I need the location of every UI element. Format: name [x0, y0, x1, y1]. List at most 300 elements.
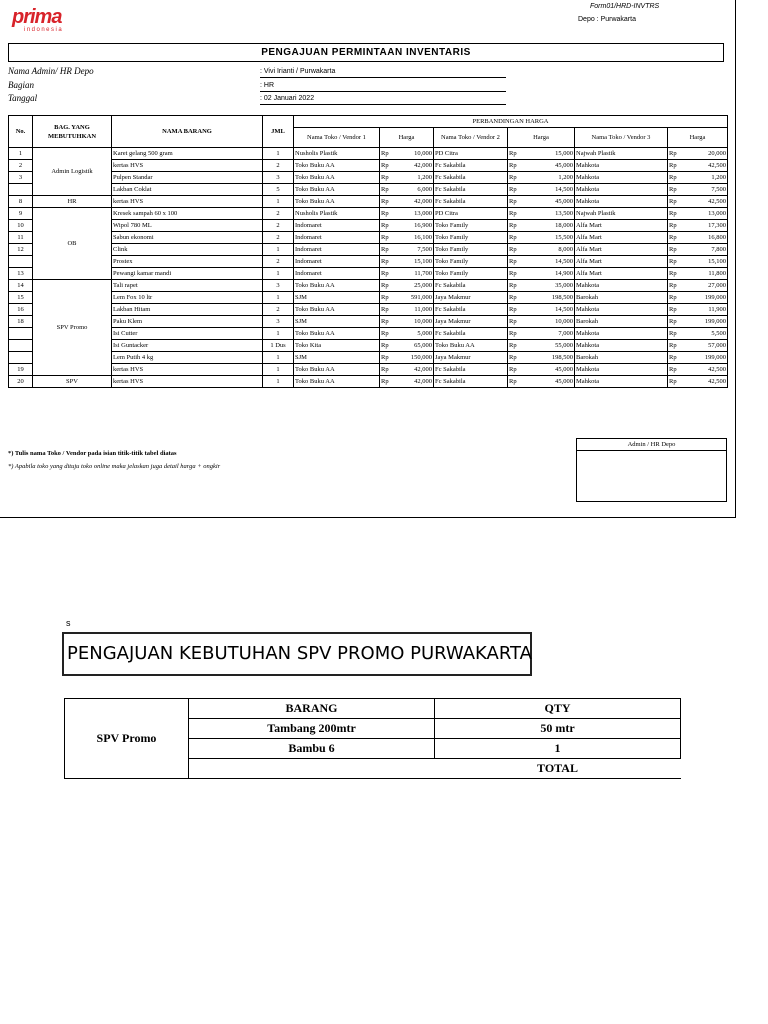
page-title: PENGAJUAN PERMINTAAN INVENTARIS	[8, 43, 724, 62]
table-row	[9, 364, 728, 376]
row-currency-3: Rp	[668, 376, 683, 388]
row-vendor-2: Fc Sakabila	[434, 280, 508, 292]
row-price-2: 198,500	[523, 352, 575, 364]
row-currency-2: Rp	[508, 352, 523, 364]
row-vendor-2: Toko Buku AA	[434, 340, 508, 352]
row-vendor-2: Fc Sakabila	[434, 364, 508, 376]
row-price-2: 35,000	[523, 280, 575, 292]
row-vendor-1: Toko Buku AA	[294, 184, 380, 196]
row-vendor-1: Toko Buku AA	[294, 160, 380, 172]
form-code: Form01/HRD-INVTRS	[590, 3, 660, 10]
row-price-3: 199,000	[683, 292, 728, 304]
row-vendor-3: Mahkota	[575, 304, 668, 316]
row-item: Pewangi kamar mandi	[112, 268, 263, 280]
row-currency-3: Rp	[668, 184, 683, 196]
row-qty: 2	[263, 304, 294, 316]
row-item: kertas HVS	[112, 196, 263, 208]
section-mark: s	[66, 618, 71, 628]
row-vendor-2: Toko Family	[434, 232, 508, 244]
signature-box	[576, 438, 727, 502]
row-item: Clink	[112, 244, 263, 256]
row-vendor-1: Toko Buku AA	[294, 364, 380, 376]
row-vendor-2: Toko Family	[434, 256, 508, 268]
row-currency-1: Rp	[380, 232, 395, 244]
row-price-1: 7,500	[395, 244, 434, 256]
row-vendor-3: Mahkota	[575, 196, 668, 208]
table-row	[9, 196, 728, 208]
row-price-1: 65,000	[395, 340, 434, 352]
row-price-3: 7,800	[683, 244, 728, 256]
signature-title: Admin / HR Depo	[577, 439, 726, 451]
row-price-3: 57,000	[683, 340, 728, 352]
row-item: Isi Cutter	[112, 328, 263, 340]
row-qty: 2	[263, 160, 294, 172]
table-row	[9, 352, 728, 364]
row-vendor-2: Toko Family	[434, 244, 508, 256]
row-vendor-2: Fc Sakabila	[434, 304, 508, 316]
row-price-3: 11,900	[683, 304, 728, 316]
company-logo-sub: indonesia	[24, 27, 64, 33]
row-qty: 1	[263, 364, 294, 376]
table-row	[9, 340, 728, 352]
row-price-2: 7,000	[523, 328, 575, 340]
spv-qty-1: 50 mtr	[435, 719, 681, 739]
row-vendor-3: Najwah Plastik	[575, 148, 668, 160]
spv-qty-2: 1	[435, 739, 681, 759]
row-vendor-3: Alfa Mart	[575, 220, 668, 232]
row-vendor-2: Toko Family	[434, 268, 508, 280]
row-vendor-3: Mahkota	[575, 364, 668, 376]
row-currency-1: Rp	[380, 244, 395, 256]
header-harga3: Harga	[668, 128, 728, 148]
table-row	[9, 160, 728, 172]
row-item: Prostex	[112, 256, 263, 268]
table-row	[9, 184, 728, 196]
row-currency-2: Rp	[508, 340, 523, 352]
spv-title: PENGAJUAN KEBUTUHAN SPV PROMO PURWAKARTA	[62, 632, 532, 676]
row-price-1: 6,000	[395, 184, 434, 196]
row-item: Isi Guntacker	[112, 340, 263, 352]
row-price-1: 150,000	[395, 352, 434, 364]
row-currency-1: Rp	[380, 220, 395, 232]
spv-barang-1: Tambang 200mtr	[189, 719, 435, 739]
row-vendor-1: Indomaret	[294, 232, 380, 244]
row-price-2: 45,000	[523, 196, 575, 208]
row-currency-1: Rp	[380, 160, 395, 172]
row-qty: 1	[263, 352, 294, 364]
row-vendor-3: Mahkota	[575, 172, 668, 184]
table-row	[9, 268, 728, 280]
header-vendor3: Nama Toko / Vendor 3	[575, 128, 668, 148]
row-no: 16	[9, 304, 33, 316]
row-qty: 1	[263, 268, 294, 280]
row-no: 11	[9, 232, 33, 244]
row-item: Lem Putih 4 kg	[112, 352, 263, 364]
spv-col-barang: BARANG	[189, 699, 435, 719]
row-price-3: 42,500	[683, 160, 728, 172]
table-row	[9, 304, 728, 316]
row-no	[9, 340, 33, 352]
row-price-2: 14,500	[523, 304, 575, 316]
row-currency-2: Rp	[508, 268, 523, 280]
row-price-1: 42,000	[395, 196, 434, 208]
row-currency-1: Rp	[380, 196, 395, 208]
row-currency-3: Rp	[668, 232, 683, 244]
row-item: Karet gelang 500 gram	[112, 148, 263, 160]
table-row	[9, 316, 728, 328]
row-department: SPV Promo	[33, 280, 112, 376]
row-item: kertas HVS	[112, 376, 263, 388]
row-vendor-1: Indomaret	[294, 256, 380, 268]
row-vendor-1: Indomaret	[294, 220, 380, 232]
row-price-2: 14,500	[523, 184, 575, 196]
row-qty: 3	[263, 316, 294, 328]
row-price-1: 42,000	[395, 364, 434, 376]
row-currency-3: Rp	[668, 172, 683, 184]
row-price-2: 45,000	[523, 160, 575, 172]
row-item: Wipol 780 ML	[112, 220, 263, 232]
row-item: kertas HVS	[112, 364, 263, 376]
row-currency-1: Rp	[380, 316, 395, 328]
row-currency-1: Rp	[380, 304, 395, 316]
row-vendor-1: SJM	[294, 292, 380, 304]
row-price-2: 198,500	[523, 292, 575, 304]
row-item: Kresek sampah 60 x 100	[112, 208, 263, 220]
row-vendor-1: Nusholis Plastik	[294, 148, 380, 160]
tanggal-label: Tanggal	[8, 93, 38, 103]
row-price-3: 42,500	[683, 196, 728, 208]
row-price-3: 11,800	[683, 268, 728, 280]
company-logo: prima	[12, 6, 62, 28]
spv-dept: SPV Promo	[65, 699, 189, 779]
spv-total: TOTAL	[435, 759, 681, 779]
row-vendor-3: Barokah	[575, 292, 668, 304]
row-price-1: 16,100	[395, 232, 434, 244]
table-row	[9, 292, 728, 304]
row-vendor-3: Alfa Mart	[575, 232, 668, 244]
row-qty: 1	[263, 328, 294, 340]
row-price-3: 15,100	[683, 256, 728, 268]
row-vendor-3: Mahkota	[575, 160, 668, 172]
row-price-2: 13,500	[523, 208, 575, 220]
row-price-1: 1,200	[395, 172, 434, 184]
row-currency-2: Rp	[508, 304, 523, 316]
row-qty: 1	[263, 148, 294, 160]
row-currency-1: Rp	[380, 184, 395, 196]
row-no: 18	[9, 316, 33, 328]
row-price-1: 42,000	[395, 376, 434, 388]
header-harga1: Harga	[380, 128, 434, 148]
row-price-1: 25,000	[395, 280, 434, 292]
table-row	[9, 172, 728, 184]
row-department: HR	[33, 196, 112, 208]
row-qty: 2	[263, 232, 294, 244]
row-currency-1: Rp	[380, 280, 395, 292]
row-qty: 2	[263, 220, 294, 232]
row-currency-3: Rp	[668, 196, 683, 208]
spv-col-qty: QTY	[435, 699, 681, 719]
row-vendor-3: Barokah	[575, 352, 668, 364]
row-currency-2: Rp	[508, 220, 523, 232]
row-price-3: 17,300	[683, 220, 728, 232]
row-vendor-1: SJM	[294, 352, 380, 364]
spv-table	[64, 698, 681, 779]
row-no: 9	[9, 208, 33, 220]
table-row	[9, 208, 728, 220]
row-no	[9, 328, 33, 340]
row-item: Lakban Hitam	[112, 304, 263, 316]
row-currency-1: Rp	[380, 352, 395, 364]
row-no: 1	[9, 148, 33, 160]
row-vendor-3: Barokah	[575, 316, 668, 328]
row-no: 14	[9, 280, 33, 292]
row-vendor-2: Fc Sakabila	[434, 172, 508, 184]
row-item: Paku Klem	[112, 316, 263, 328]
row-currency-2: Rp	[508, 208, 523, 220]
row-no: 8	[9, 196, 33, 208]
row-vendor-3: Mahkota	[575, 328, 668, 340]
row-department: OB	[33, 208, 112, 280]
row-price-1: 10,000	[395, 148, 434, 160]
depo-label: Depo : Purwakarta	[578, 16, 636, 23]
admin-value: : Vivi Irianti / Purwakarta	[260, 66, 506, 78]
row-price-2: 55,000	[523, 340, 575, 352]
row-currency-2: Rp	[508, 184, 523, 196]
row-vendor-2: PD Citra	[434, 208, 508, 220]
row-department: Admin Logistik	[33, 148, 112, 196]
row-currency-3: Rp	[668, 208, 683, 220]
row-price-3: 27,000	[683, 280, 728, 292]
row-vendor-3: Mahkota	[575, 376, 668, 388]
row-currency-2: Rp	[508, 316, 523, 328]
row-qty: 1	[263, 376, 294, 388]
row-no	[9, 184, 33, 196]
row-vendor-1: Toko Buku AA	[294, 328, 380, 340]
row-currency-3: Rp	[668, 292, 683, 304]
row-currency-2: Rp	[508, 172, 523, 184]
note-online: *) Apabila toko yang dituju toko online maka jelaskan juga detail harga + ongkir	[8, 463, 221, 470]
row-currency-2: Rp	[508, 244, 523, 256]
row-vendor-2: Jaya Makmur	[434, 292, 508, 304]
row-currency-2: Rp	[508, 364, 523, 376]
row-vendor-1: Toko Buku AA	[294, 280, 380, 292]
row-vendor-1: Toko Buku AA	[294, 172, 380, 184]
row-price-2: 45,000	[523, 376, 575, 388]
row-item: kertas HVS	[112, 160, 263, 172]
row-price-2: 10,000	[523, 316, 575, 328]
row-price-2: 8,000	[523, 244, 575, 256]
row-vendor-3: Alfa Mart	[575, 268, 668, 280]
row-price-1: 11,000	[395, 304, 434, 316]
header-vendor1: Nama Toko / Vendor 1	[294, 128, 380, 148]
row-currency-2: Rp	[508, 196, 523, 208]
row-no: 10	[9, 220, 33, 232]
table-row	[9, 148, 728, 160]
row-currency-1: Rp	[380, 364, 395, 376]
row-currency-2: Rp	[508, 328, 523, 340]
row-price-1: 16,900	[395, 220, 434, 232]
row-price-1: 591,000	[395, 292, 434, 304]
row-price-2: 45,000	[523, 364, 575, 376]
row-vendor-1: Toko Buku AA	[294, 376, 380, 388]
row-vendor-1: Indomaret	[294, 268, 380, 280]
header-nama: NAMA BARANG	[112, 116, 263, 148]
row-price-2: 18,000	[523, 220, 575, 232]
row-vendor-1: Nusholis Plastik	[294, 208, 380, 220]
row-currency-1: Rp	[380, 208, 395, 220]
row-no: 20	[9, 376, 33, 388]
row-currency-2: Rp	[508, 376, 523, 388]
row-vendor-2: Fc Sakabila	[434, 160, 508, 172]
row-currency-1: Rp	[380, 148, 395, 160]
row-currency-3: Rp	[668, 304, 683, 316]
row-price-3: 20,000	[683, 148, 728, 160]
row-vendor-1: Indomaret	[294, 244, 380, 256]
table-row	[9, 244, 728, 256]
row-price-1: 13,000	[395, 208, 434, 220]
row-qty: 3	[263, 280, 294, 292]
row-currency-3: Rp	[668, 160, 683, 172]
table-row	[9, 328, 728, 340]
row-price-3: 7,500	[683, 184, 728, 196]
row-vendor-2: Fc Sakabila	[434, 328, 508, 340]
row-currency-3: Rp	[668, 244, 683, 256]
row-item: Tali rapet	[112, 280, 263, 292]
row-currency-3: Rp	[668, 220, 683, 232]
row-vendor-1: SJM	[294, 316, 380, 328]
row-vendor-1: Toko Buku AA	[294, 196, 380, 208]
row-vendor-2: Toko Family	[434, 220, 508, 232]
inventory-table	[8, 115, 728, 388]
row-price-2: 15,500	[523, 232, 575, 244]
row-item: Lem Fox 10 ltr	[112, 292, 263, 304]
row-item: Lakban Coklat	[112, 184, 263, 196]
row-price-1: 15,100	[395, 256, 434, 268]
row-currency-1: Rp	[380, 292, 395, 304]
row-vendor-2: Jaya Makmur	[434, 352, 508, 364]
row-price-3: 42,500	[683, 364, 728, 376]
row-no: 13	[9, 268, 33, 280]
header-vendor2: Nama Toko / Vendor 2	[434, 128, 508, 148]
row-qty: 1 Dus	[263, 340, 294, 352]
row-currency-3: Rp	[668, 316, 683, 328]
row-currency-3: Rp	[668, 328, 683, 340]
row-vendor-3: Mahkota	[575, 184, 668, 196]
row-price-2: 15,000	[523, 148, 575, 160]
header-bag: BAG. YANG MEBUTUHKAN	[33, 116, 112, 148]
row-price-3: 199,000	[683, 352, 728, 364]
row-no: 3	[9, 172, 33, 184]
row-qty: 2	[263, 208, 294, 220]
row-no	[9, 352, 33, 364]
row-no: 2	[9, 160, 33, 172]
row-no: 12	[9, 244, 33, 256]
row-vendor-2: Fc Sakabila	[434, 196, 508, 208]
row-item: Pulpen Standar	[112, 172, 263, 184]
row-currency-2: Rp	[508, 232, 523, 244]
bagian-label: Bagian	[8, 80, 34, 90]
row-qty: 1	[263, 244, 294, 256]
row-price-2: 14,900	[523, 268, 575, 280]
row-vendor-2: Jaya Makmur	[434, 316, 508, 328]
row-currency-2: Rp	[508, 256, 523, 268]
row-currency-1: Rp	[380, 256, 395, 268]
tanggal-value: : 02 Januari 2022	[260, 93, 506, 105]
row-price-3: 199,000	[683, 316, 728, 328]
header-jml: JML	[263, 116, 294, 148]
row-no: 15	[9, 292, 33, 304]
row-currency-1: Rp	[380, 376, 395, 388]
row-currency-2: Rp	[508, 292, 523, 304]
table-row	[9, 376, 728, 388]
row-currency-2: Rp	[508, 148, 523, 160]
row-vendor-3: Alfa Mart	[575, 244, 668, 256]
row-vendor-3: Mahkota	[575, 340, 668, 352]
row-qty: 5	[263, 184, 294, 196]
row-qty: 1	[263, 196, 294, 208]
row-price-1: 11,700	[395, 268, 434, 280]
row-currency-3: Rp	[668, 352, 683, 364]
row-price-2: 14,500	[523, 256, 575, 268]
row-price-2: 1,200	[523, 172, 575, 184]
row-department: SPV	[33, 376, 112, 388]
admin-label: Nama Admin/ HR Depo	[8, 66, 94, 76]
row-currency-3: Rp	[668, 340, 683, 352]
row-no	[9, 256, 33, 268]
note-vendor: *) Tulis nama Toko / Vendor pada isian titik-titik tabel diatas	[8, 450, 177, 457]
row-currency-3: Rp	[668, 148, 683, 160]
spv-barang-2: Bambu 6	[189, 739, 435, 759]
row-price-3: 5,500	[683, 328, 728, 340]
row-price-1: 5,000	[395, 328, 434, 340]
row-vendor-2: Fc Sakabila	[434, 184, 508, 196]
row-qty: 3	[263, 172, 294, 184]
row-vendor-3: Mahkota	[575, 280, 668, 292]
row-price-3: 42,500	[683, 376, 728, 388]
row-vendor-3: Alfa Mart	[575, 256, 668, 268]
header-harga2: Harga	[508, 128, 575, 148]
row-price-3: 13,000	[683, 208, 728, 220]
table-row	[9, 280, 728, 292]
row-currency-1: Rp	[380, 172, 395, 184]
row-currency-2: Rp	[508, 160, 523, 172]
row-currency-3: Rp	[668, 280, 683, 292]
row-item: Sabun ekonomi	[112, 232, 263, 244]
row-vendor-1: Toko Buku AA	[294, 304, 380, 316]
row-price-1: 42,000	[395, 160, 434, 172]
row-qty: 1	[263, 292, 294, 304]
row-price-1: 10,000	[395, 316, 434, 328]
header-perbandingan: PERBANDINGAN HARGA	[294, 116, 728, 128]
bagian-value: : HR	[260, 80, 506, 92]
table-row	[9, 232, 728, 244]
row-vendor-1: Toko Kita	[294, 340, 380, 352]
row-qty: 2	[263, 256, 294, 268]
row-currency-2: Rp	[508, 280, 523, 292]
row-no: 19	[9, 364, 33, 376]
row-vendor-2: PD Citra	[434, 148, 508, 160]
table-row	[9, 220, 728, 232]
row-vendor-3: Najwah Plastik	[575, 208, 668, 220]
row-currency-1: Rp	[380, 340, 395, 352]
table-row	[9, 256, 728, 268]
row-vendor-2: Fc Sakabila	[434, 376, 508, 388]
row-currency-3: Rp	[668, 268, 683, 280]
header-no: No.	[9, 116, 33, 148]
row-currency-3: Rp	[668, 256, 683, 268]
row-currency-1: Rp	[380, 328, 395, 340]
row-price-3: 1,200	[683, 172, 728, 184]
